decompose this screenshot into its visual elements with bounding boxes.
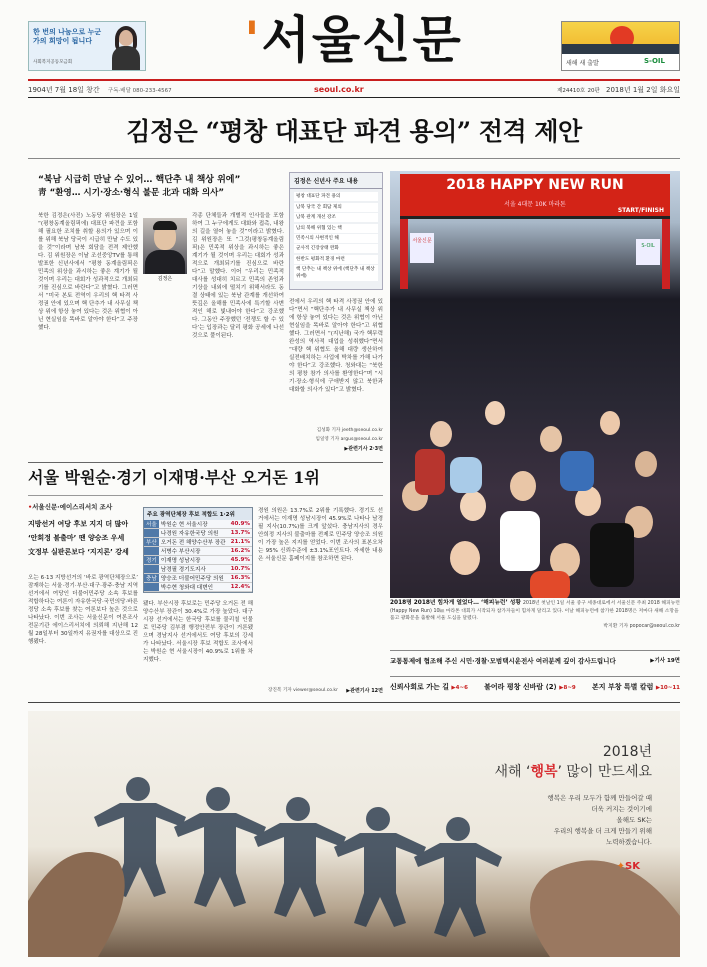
poll-region: 경기 — [144, 556, 159, 565]
lead-deck-1: “북남 시급히 만날 수 있어… 핵단추 내 책상 위에” — [38, 175, 241, 185]
key-points-box — [289, 172, 383, 290]
butterfly-icon: ✦ — [616, 861, 626, 872]
masthead-mark: ' — [244, 10, 262, 69]
local-body-left: 오는 6·13 지방선거의 ‘바로 광역단체장으로’ 잠재하는 서울·경기·부산·대구·광주·충남 지역 선거에서 여당인 더불어민주당 소속 후보를 적합하다는 여론이 자유한국당·국민의당·바른정당 소속 후보를 찾는 여론보다 높은 것으로 나타났다. 이번 조사는 서울신문이 여론조사 전문기관 에이스리서치에 의뢰해 지난해 12월 28일부터 30일까지 유권자를 대상으로 진행됐다. — [28, 575, 138, 645]
lead-deck-2: 靑 “환영… 시기·장소·형식 불문 北과 대화 의사” — [38, 188, 225, 198]
portrait-caption: 김정은 — [157, 276, 173, 282]
run-banner-title: 2018 HAPPY NEW RUN — [446, 177, 624, 193]
sk-ad-copy-line: 더욱 커지는 것이기에 — [591, 805, 652, 813]
local-deck-1: 지방선거 여당 후보 지지 더 많아 — [28, 520, 129, 528]
side-sign-left: 서울신문 — [410, 233, 434, 263]
poll-name: 오거돈 전 해양수산부 장관 — [159, 538, 229, 547]
index-pages: ▶8~9 — [559, 685, 576, 691]
poll-pct: 40.9% — [228, 520, 252, 529]
key-point: 군사적 긴장상태 완화 — [294, 244, 378, 253]
sk-ad-copy — [432, 793, 652, 848]
key-points-list — [290, 189, 382, 285]
sk-logo — [617, 861, 640, 872]
local-related[interactable]: ▶관련기사 12면 — [346, 688, 383, 694]
sk-ad-headline — [494, 761, 652, 781]
table-row — [144, 520, 252, 529]
poll-pct: 16.3% — [228, 574, 252, 583]
poll-pct: 12.4% — [228, 583, 252, 592]
ad-top-right-brand: S-OIL — [644, 57, 665, 65]
photo-credit: 박지환 기자 popocar@seoul.co.kr — [603, 623, 680, 629]
lead-body-col-2: 각종 단체들과 개별적 인사들을 포함하여 그 누구에게도 대화와 접촉, 내왕의 길을 열어 놓을 것”이라고 밝혔다. 김 위원장은 또 “그것(평창동계올림픽)은 민족적 위상을 과시하는 좋은 계기가 될 것이며 우리는 대회가 성과적으로 개최되기를 진심으로 바란다”고 말했다. 이어 “우리는 민족적 대사를 성대히 치르고 민족의 존엄과 기상을 내외에 떨치기 위해서라도 동결 상태에 있는 북남 관계를 개선하여 뜻깊은 올해를 민족사에 특기할 사변적인 해로 빛내어야 한다”고 강조했다. 그동안 주장했던 ‘전쟁도 할 수 있다’는 입장과는 달리 평화 공세에 나선 것으로 풀이된다. — [192, 213, 284, 339]
poll-name: 서병수 부산시장 — [159, 547, 229, 556]
local-kicker: •서울신문·에이스리서치 조사 — [28, 503, 113, 511]
sk-ad-copy-line: 올해도 SK는 — [616, 816, 652, 824]
index-item[interactable] — [484, 682, 576, 692]
poll-region — [144, 529, 159, 538]
paper-figure — [254, 797, 346, 917]
lead-related[interactable]: ▶관련기사 2·3면 — [344, 446, 383, 452]
photo-caption-title: 2018명 2018년 힘차게 열었다… ‘해피뉴런’ 성황 — [390, 600, 521, 606]
index-pages: ▶10~11 — [655, 685, 680, 691]
ad-separator — [28, 702, 680, 703]
photo-caption — [390, 600, 680, 630]
poll-name: 이재명 성남시장 — [159, 556, 229, 565]
ad-top-right[interactable] — [561, 21, 680, 71]
poll-table — [143, 507, 253, 593]
index-label: 신뢰사회로 가는 길 — [390, 683, 449, 691]
key-point: 평창 대표단 파견 용의 — [294, 192, 378, 201]
poll-name: 양승조 더불어민주당 의원 — [159, 574, 229, 583]
poll-region — [144, 547, 159, 556]
local-kicker-text: 서울신문·에이스리서치 조사 — [32, 503, 113, 511]
sk-advertisement[interactable] — [28, 711, 680, 957]
dateline — [28, 83, 680, 97]
table-row — [144, 556, 252, 565]
key-point: 핵 단추는 내 책상 위에 (핵단추 내 책상 위에) — [294, 265, 378, 281]
sk-ad-headline-highlight: 행복 — [530, 764, 558, 780]
poll-pct: 13.7% — [228, 529, 252, 538]
edition: 20판 — [587, 88, 600, 94]
ad-top-left-sponsor: 사회복지공동모금회 — [33, 60, 73, 65]
table-row — [144, 538, 252, 547]
key-point: 남북 관계 개선 강조 — [294, 213, 378, 222]
sk-brand: SK — [625, 861, 640, 872]
poll-pct: 21.1% — [228, 538, 252, 547]
ad-top-left-slogan: 한 번의 나눔으로 누군가의 희망이 됩니다 — [33, 28, 102, 45]
index-label: 본지 부창 특별 칼럼 — [591, 683, 654, 691]
sk-ad-headline-pre: 새해 ‘ — [494, 764, 531, 780]
local-deck-2: ‘안희정 불출마’ 땐 양승조 우세 — [28, 534, 125, 542]
index-label: 불어라 평창 신바람 ⟨2⟩ — [484, 683, 557, 691]
key-point: 민족시의 사변적인 해 — [294, 234, 378, 243]
poll-name: 박원순 현 서울시장 — [159, 520, 229, 529]
notice — [390, 656, 680, 665]
headline-rule — [28, 158, 680, 159]
sk-ad-year: 2018년 — [602, 744, 652, 760]
sk-ad-copy-line: 노력하겠습니다. — [605, 838, 652, 846]
dateline-rule — [28, 97, 680, 98]
section-rule — [390, 676, 680, 677]
run-banner-sub: 서울 4대문 10K 마라톤 — [504, 201, 566, 208]
poll-pct: 10.7% — [228, 565, 252, 574]
run-banner-finish: START/FINISH — [617, 207, 664, 214]
lead-body-col-3: 전에서 우리의 핵 타격 사정권 안에 있다”면서 “핵단추가 내 사무실 책상 위에 항상 놓여 있다는 것은 위협이 아닌 현실임을 똑바로 알아야 한다”고 위협했다. 그러면서 “(지난해) 국가 핵무력 완성의 역사적 대업을 성취했다”면서 “대량 핵 위협도 올해 대량 생산하여 실전배치하는 사업에 박차를 가해 나가야 한다”고 강조했다. 청와대는 “북한의 평창 참가 의사를 환영한다”며 “시기·장소·형식에 구애받지 않고 북한과 대화할 의사가 있다”고 밝혔다. — [289, 299, 383, 393]
section-rule — [390, 650, 680, 651]
table-row — [144, 547, 252, 556]
right-hand — [530, 860, 680, 957]
local-body-mid: 됐다. 부산시장 후보로는 민주당 오거돈 전 해양수산부 장관이 30.4%로 가장 높았다. 대구시장 선거에서는 한국당 후보를 물리칠 인물로 민주당 김부겸 행정안전부 장관이 거론됐으며 경남지사 선거에서도 여당 후보의 강세가 나타났다. 서울시장 후보 적합도 조사에서는 박원순 현 서울시장이 40.9%로 1위를 차지했다. — [143, 601, 253, 663]
local-byline: 장진복 기자 viewer@seoul.co.kr — [268, 688, 338, 693]
paper-figure — [174, 787, 266, 907]
sk-ad-copy-line: 행복은 우리 모두가 함께 만들어갈 때 — [547, 794, 652, 802]
local-body-right: 경원 의원은 13.7%로 2위를 기록했다. 경기도 선거에서는 이재명 성남시장이 45.9%로 나타나 남경필 지사(10.7%)를 크게 앞섰다. 충남지사의 경우 안희정 지사의 불출마를 전제로 민주당 양승조 의원이 가장 높은 지지를 얻었다. 이번 조사의 표본오차는 95% 신뢰수준에 ±3.1%포인트다. 자세한 내용은 서울신문 홈페이지를 참조하면 된다. — [258, 508, 383, 562]
kim-portrait — [143, 218, 187, 274]
index-item[interactable] — [592, 682, 680, 692]
table-row — [144, 574, 252, 583]
marathon-photo — [390, 171, 680, 598]
key-point: 남북 당국 간 회담 제의 — [294, 203, 378, 212]
site-link[interactable]: seoul.co.kr — [314, 85, 364, 94]
notice-text: 교통통제에 협조해 주신 시민·경찰·모범택시운전사 여러분께 깊이 감사드립니다 — [390, 657, 616, 665]
lead-body-col-1: 북한 김정은(사진) 노동당 위원장은 1일 “(평창동계올림픽에) 대표단 파견을 포함해 필요한 조치를 취할 용의가 있으며 이를 위해 북남 당국이 시급히 만날 수도 있을 것”이라며 남북 회담을 전격 제안했다. 김 위원장은 이날 조선중앙TV를 통해 발표한 신년사에서 “평창 동계올림픽은 민족의 위상을 과시하는 좋은 계기가 될 것이며 우리는 대회가 성과적으로 개최되기를 진심으로 바란다”고 밝혔다. 그러면서 “미국 본토 전역이 우리의 핵 타격 사정권 안에 있으며 핵 단추가 내 사무실 책상 위에 항상 놓여 있다는 것은 위협이 아닌 현실임을 똑바로 알아야 한다”고 주장했다. — [38, 213, 138, 331]
poll-region — [144, 583, 159, 592]
section-rule — [28, 495, 383, 496]
local-decks — [28, 502, 138, 559]
poll-pct: 45.9% — [228, 556, 252, 565]
masthead-title: 서울신문 — [261, 10, 463, 69]
poll-name: 나경원 자유한국당 의원 — [159, 529, 229, 538]
table-row — [144, 583, 252, 592]
lead-byline-2: 임일영 기자 argus@seoul.co.kr — [315, 437, 383, 442]
poll-table-grid — [144, 520, 252, 592]
poll-name: 박수현 청와대 대변인 — [159, 583, 229, 592]
sk-ad-copy-line: 우리의 행복을 더 크게 만들기 위해 — [553, 827, 652, 835]
key-point: 남의 북해 위협 있는 핵 — [294, 224, 378, 233]
index-item[interactable] — [390, 682, 468, 692]
founded-date: 1904년 7월 18일 창간 — [28, 86, 100, 94]
notice-related[interactable]: ▶기사 19면 — [650, 658, 680, 664]
masthead-rule — [28, 79, 680, 81]
lead-byline-1: 김성화 기자 jeeth@seoul.co.kr — [316, 428, 383, 433]
index-bar — [390, 682, 680, 692]
left-hand — [28, 852, 125, 957]
poll-region: 부산 — [144, 538, 159, 547]
ad-top-right-slogan: 새해 새 출발 — [566, 60, 599, 67]
poll-region: 충남 — [144, 574, 159, 583]
poll-pct: 16.2% — [228, 547, 252, 556]
issue-number: 제24410호 — [557, 88, 586, 94]
index-pages: ▶4~6 — [451, 685, 468, 691]
table-row — [144, 529, 252, 538]
paper-figure — [334, 807, 426, 927]
side-sign-right: S-OIL — [636, 239, 660, 265]
poll-region: 서울 — [144, 520, 159, 529]
poll-name: 남경필 경기도지사 — [159, 565, 229, 574]
subscription-number: 구독·배달 080-233-4567 — [107, 88, 172, 94]
poll-table-title: 주요 광역단체장 후보 적합도 1·2위 — [144, 508, 252, 520]
poll-region — [144, 565, 159, 574]
section-rule — [28, 462, 383, 463]
key-point: 한반도 평화적 환경 마련 — [294, 255, 378, 264]
key-points-title: 김정은 신년사 주요 내용 — [290, 173, 382, 189]
local-deck-3: 文정부 실판론보다 ‘지지론’ 강세 — [28, 548, 129, 556]
table-row — [144, 565, 252, 574]
runner-crowd — [390, 171, 680, 598]
lead-headline[interactable]: 김정은 “평창 대표단 파견 용의” 전격 제안 — [126, 117, 582, 146]
photo-caption-body: 2018년 첫날인 1일 서울 중구 세종대로에서 서울신문 주최 2018 해피뉴런(Happy New Run) 10㎞ 마라톤 대회가 시작되자 참가자들이 힘차게 달리고 있다. 이날 해피뉴런에 참가한 2018명은 저마다 새해 소망을 품고 광화문을 출발해 서울 도심을 달렸다. — [390, 601, 680, 621]
local-headline[interactable]: 서울 박원순·경기 이재명·부산 오거돈 1위 — [28, 468, 320, 487]
sk-ad-headline-post: ’ 많이 만드세요 — [557, 764, 652, 780]
issue-date: 2018년 1월 2일 화요일 — [606, 86, 680, 94]
